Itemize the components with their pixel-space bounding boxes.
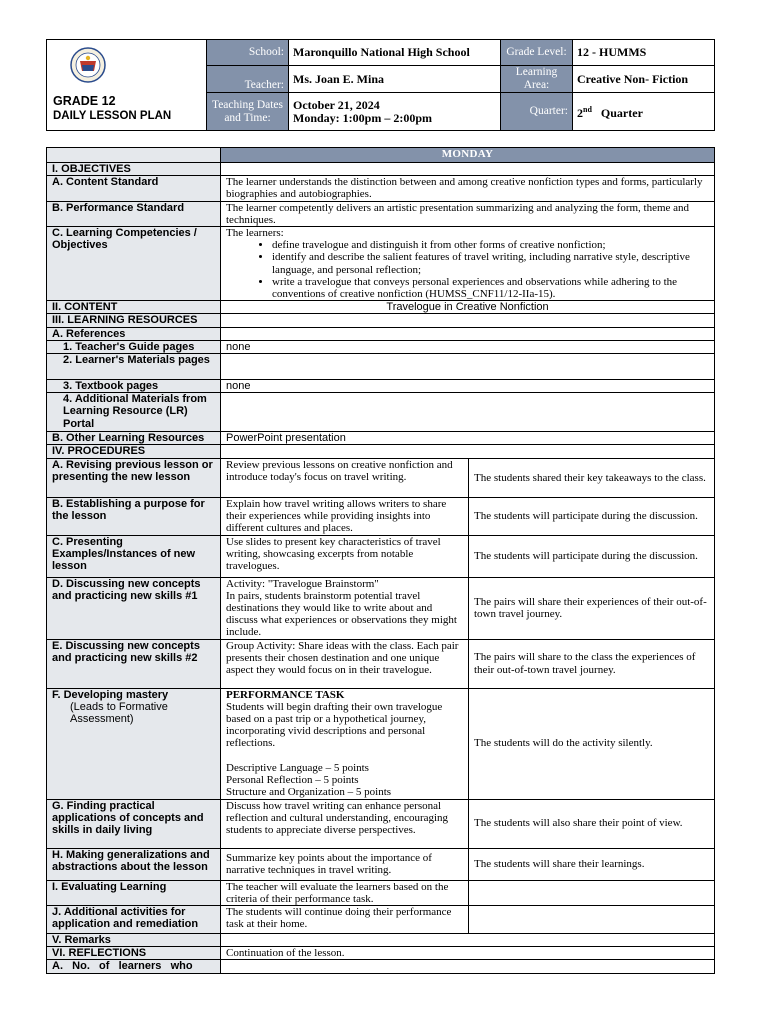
procedure-teacher-f bbox=[221, 688, 469, 799]
deped-seal-logo bbox=[65, 47, 111, 83]
performance-standard: The learner competently delivers an artistic presentation summarizing and analyzing the form, theme and techniques. bbox=[221, 201, 715, 226]
objectives-blank bbox=[221, 163, 715, 176]
reflections-value: Continuation of the lesson. bbox=[221, 947, 715, 960]
procedure-label: I. Evaluating Learning bbox=[47, 880, 221, 905]
reflections-title: VI. REFLECTIONS bbox=[47, 947, 221, 960]
procedure-teacher: Students will begin drafting their own travelogue based on a past trip or a hypothetical journey, incorporating vivid descriptions and personal reflections. Descriptive Language – 5 points Personal Reflection – 5 points Structure and Organization – 5 points bbox=[226, 700, 443, 799]
procedure-students: The students shared their key takeaways to the class. bbox=[469, 458, 715, 497]
quarter-word: Quarter bbox=[600, 106, 643, 120]
performance-task-heading: PERFORMANCE TASK bbox=[226, 688, 345, 701]
procedures-blank bbox=[221, 445, 715, 458]
header-identity bbox=[47, 40, 207, 131]
procedure-students bbox=[469, 880, 715, 905]
competencies-label bbox=[47, 227, 221, 301]
procedure-students: The students will participate during the discussion. bbox=[469, 535, 715, 577]
learners-materials-value bbox=[221, 354, 715, 380]
plan-type: DAILY LESSON PLAN bbox=[53, 110, 172, 122]
grade-level-label: Grade Level: bbox=[501, 40, 573, 66]
procedure-label: B. Establishing a purpose for the lesson bbox=[47, 497, 221, 535]
procedure-label: H. Making generalizations and abstractions about the lesson bbox=[47, 848, 221, 880]
school-label: School: bbox=[207, 40, 289, 66]
reflection-a-value bbox=[221, 960, 715, 973]
procedure-teacher: Use slides to present key characteristics of travel writing, showcasing excerpts from notable travelogues. bbox=[221, 535, 469, 577]
competencies-intro: The learners: bbox=[226, 227, 284, 240]
procedure-teacher: The teacher will evaluate the learners based on the criteria of their performance task. bbox=[221, 880, 469, 905]
school-value: Maronquillo National High School bbox=[289, 40, 501, 66]
procedure-teacher: Review previous lessons on creative nonfiction and introduce today's focus on travel writing. bbox=[221, 458, 469, 497]
procedure-label: G. Finding practical applications of concepts and skills in daily living bbox=[47, 799, 221, 848]
competencies bbox=[221, 227, 715, 301]
additional-materials-label: 4. Additional Materials from Learning Resource (LR) Portal bbox=[47, 393, 221, 432]
procedure-teacher: Explain how travel writing allows writers to share their experiences while providing insights into different cultures and places. bbox=[221, 497, 469, 535]
procedure-students bbox=[469, 905, 715, 933]
procedure-teacher: The students will continue doing their performance task at their home. bbox=[221, 905, 469, 933]
procedure-students: The pairs will share to the class the experiences of their out-of-town travel journey. bbox=[469, 639, 715, 688]
competency-item: • write a travelogue that conveys personal experiences and observations while adhering to the conventions of creative nonfiction (HUMSS_CNF11/12-IIa-15). bbox=[272, 276, 709, 300]
learning-area-label: Learning Area: bbox=[501, 66, 573, 93]
day-header-blank bbox=[47, 148, 221, 163]
resources-blank bbox=[221, 314, 715, 327]
procedure-students: The students will share their learnings. bbox=[469, 848, 715, 880]
textbook-value: none bbox=[221, 380, 715, 393]
resources-title: III. LEARNING RESOURCES bbox=[47, 314, 221, 327]
content-standard-label: A. Content Standard bbox=[47, 176, 221, 201]
other-resources-label: B. Other Learning Resources bbox=[47, 432, 221, 445]
quarter-number: 2 bbox=[577, 106, 583, 120]
quarter-suffix: nd bbox=[583, 105, 592, 114]
procedure-label: E. Discussing new concepts and practicing new skills #2 bbox=[47, 639, 221, 688]
day-header: MONDAY bbox=[221, 148, 715, 163]
procedure-label: A. Revising previous lesson or presenting the new lesson bbox=[47, 458, 221, 497]
teachers-guide-label: 1. Teacher's Guide pages bbox=[47, 340, 221, 353]
performance-standard-label: B. Performance Standard bbox=[47, 201, 221, 226]
teacher-value: Ms. Joan E. Mina bbox=[289, 66, 501, 93]
objectives-title: I. OBJECTIVES bbox=[47, 163, 221, 176]
competencies-list bbox=[226, 239, 709, 300]
competency-item: • identify and describe the salient features of travel writing, including narrative style, descriptive language, and personal reflection; bbox=[272, 251, 709, 275]
reflection-a-label: A. No. of learners who bbox=[47, 960, 221, 973]
procedure-teacher: Discuss how travel writing can enhance personal reflection and cultural understanding, encouraging students to appreciate diverse perspectives. bbox=[221, 799, 469, 848]
lesson-plan-table bbox=[46, 147, 715, 974]
content-value: Travelogue in Creative Nonfiction bbox=[221, 301, 715, 314]
procedure-label: J. Additional activities for application and remediation bbox=[47, 905, 221, 933]
procedure-students: The students will also share their point of view. bbox=[469, 799, 715, 848]
procedure-teacher: Summarize key points about the importance of narrative techniques in travel writing. bbox=[221, 848, 469, 880]
remarks-value bbox=[221, 933, 715, 946]
content-standard: The learner understands the distinction between and among creative nonfiction types and forms, particularly biographies and autobiographies. bbox=[221, 176, 715, 201]
learners-materials-label: 2. Learner's Materials pages bbox=[47, 354, 221, 380]
procedure-teacher: Group Activity: Share ideas with the class. Each pair presents their chosen destination and one unique aspect they would focus on in their travelogue. bbox=[221, 639, 469, 688]
date-value: October 21, 2024 bbox=[293, 97, 380, 112]
quarter-value bbox=[573, 93, 715, 131]
textbook-label: 3. Textbook pages bbox=[47, 380, 221, 393]
teacher-label: Teacher: bbox=[207, 66, 289, 93]
competency-item: • define travelogue and distinguish it from other forms of creative nonfiction; bbox=[272, 239, 709, 251]
additional-materials-value bbox=[221, 393, 715, 432]
teachers-guide-value: none bbox=[221, 340, 715, 353]
procedure-label-f bbox=[47, 688, 221, 799]
dates-label: Teaching Dates and Time: bbox=[207, 93, 289, 131]
references-label: A. References bbox=[47, 327, 221, 340]
time-value: Monday: 1:00pm – 2:00pm bbox=[293, 110, 433, 125]
content-title: II. CONTENT bbox=[47, 301, 221, 314]
procedure-students: The students will participate during the discussion. bbox=[469, 497, 715, 535]
references-blank bbox=[221, 327, 715, 340]
grade-level-value: 12 - HUMMS bbox=[573, 40, 715, 66]
dates-value bbox=[289, 93, 501, 131]
remarks-title: V. Remarks bbox=[47, 933, 221, 946]
procedure-students: The pairs will share their experiences of their out-of-town travel journey. bbox=[469, 577, 715, 639]
learning-area-value: Creative Non- Fiction bbox=[573, 66, 715, 93]
other-resources-value: PowerPoint presentation bbox=[221, 432, 715, 445]
procedure-label: F. Developing mastery bbox=[52, 688, 169, 701]
procedure-label: D. Discussing new concepts and practicing new skills #1 bbox=[47, 577, 221, 639]
procedure-students: The students will do the activity silently. bbox=[469, 688, 715, 799]
procedure-sublabel: (Leads to Formative Assessment) bbox=[70, 700, 168, 726]
procedure-label: C. Presenting Examples/Instances of new lesson bbox=[47, 535, 221, 577]
competencies-label-text: C. Learning Competencies / Objectives bbox=[52, 227, 197, 252]
header-table bbox=[46, 39, 715, 131]
procedure-teacher: Activity: "Travelogue Brainstorm" In pairs, students brainstorm potential travel destinations they would like to write about and discuss what experiences or observations they might include. bbox=[221, 577, 469, 639]
grade-title: GRADE 12 bbox=[53, 94, 116, 108]
procedures-title: IV. PROCEDURES bbox=[47, 445, 221, 458]
quarter-label: Quarter: bbox=[501, 93, 573, 131]
